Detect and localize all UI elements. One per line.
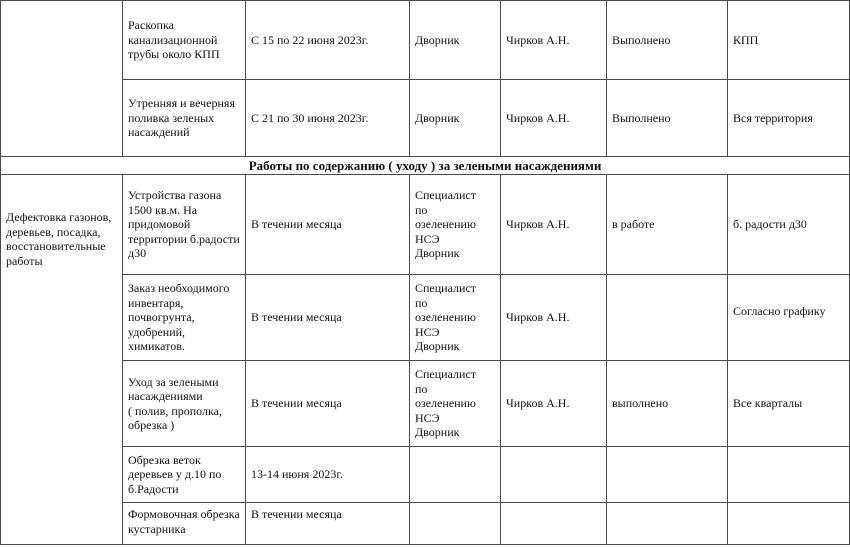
task-cell: Устройства газона 1500 кв.м. На придомовой территории б.радости д30 [123, 175, 246, 275]
table-row [1, 175, 850, 275]
executor-cell: Специалист по озеленению НСЭ Дворник [410, 361, 501, 447]
responsible-cell [501, 503, 607, 545]
location-cell: Вся территория [728, 80, 850, 157]
section-title: Работы по содержанию ( уходу ) за зелеными насаждениями [1, 157, 850, 175]
task-cell: Обрезка веток деревьев у д.10 по б.Радости [123, 447, 246, 503]
responsible-cell: Чирков А.Н. [501, 175, 607, 275]
task-cell: Заказ необходимого инвентаря, почвогрунта, удобрений, химикатов. [123, 275, 246, 361]
responsible-cell: Чирков А.Н. [501, 361, 607, 447]
period-cell: В течении месяца [246, 361, 410, 447]
category-cell: Дефектовка газонов, деревьев, посадка, восстановительные работы [1, 175, 123, 545]
location-cell [728, 447, 850, 503]
responsible-cell [501, 447, 607, 503]
status-cell: Выполнено [607, 1, 728, 80]
period-cell: В течении месяца [246, 503, 410, 545]
executor-cell [410, 503, 501, 545]
task-cell: Формовочная обрезка кустарника [123, 503, 246, 545]
location-cell: б. радости д30 [728, 175, 850, 275]
location-cell: КПП [728, 1, 850, 80]
period-cell: С 21 по 30 июня 2023г. [246, 80, 410, 157]
location-cell [728, 503, 850, 545]
responsible-cell: Чирков А.Н. [501, 275, 607, 361]
period-cell: В течении месяца [246, 175, 410, 275]
task-cell: Уход за зелеными насаждениями ( полив, прополка, обрезка ) [123, 361, 246, 447]
location-cell: Все кварталы [728, 361, 850, 447]
table-row [1, 447, 850, 503]
period-cell: В течении месяца [246, 275, 410, 361]
executor-cell: Специалист по озеленению НСЭ Дворник [410, 175, 501, 275]
status-cell: в работе [607, 175, 728, 275]
status-cell [607, 447, 728, 503]
table-row [1, 361, 850, 447]
category-cell-continued [1, 1, 123, 157]
table-row [1, 275, 850, 361]
responsible-cell: Чирков А.Н. [501, 80, 607, 157]
status-cell: выполнено [607, 361, 728, 447]
location-cell: Согласно графику [728, 275, 850, 361]
task-cell: Утренняя и вечерняя поливка зеленых насаждений [123, 80, 246, 157]
section-header-row [1, 157, 850, 175]
period-cell: С 15 по 22 июня 2023г. [246, 1, 410, 80]
executor-cell: Специалист по озеленению НСЭ Дворник [410, 275, 501, 361]
status-cell: Выполнено [607, 80, 728, 157]
table-row [1, 1, 850, 80]
status-cell [607, 275, 728, 361]
executor-cell: Дворник [410, 80, 501, 157]
task-cell: Раскопка канализационной трубы около КПП [123, 1, 246, 80]
table-row [1, 80, 850, 157]
executor-cell [410, 447, 501, 503]
status-cell [607, 503, 728, 545]
period-cell: 13-14 июня 2023г. [246, 447, 410, 503]
table-row [1, 503, 850, 545]
responsible-cell: Чирков А.Н. [501, 1, 607, 80]
executor-cell: Дворник [410, 1, 501, 80]
